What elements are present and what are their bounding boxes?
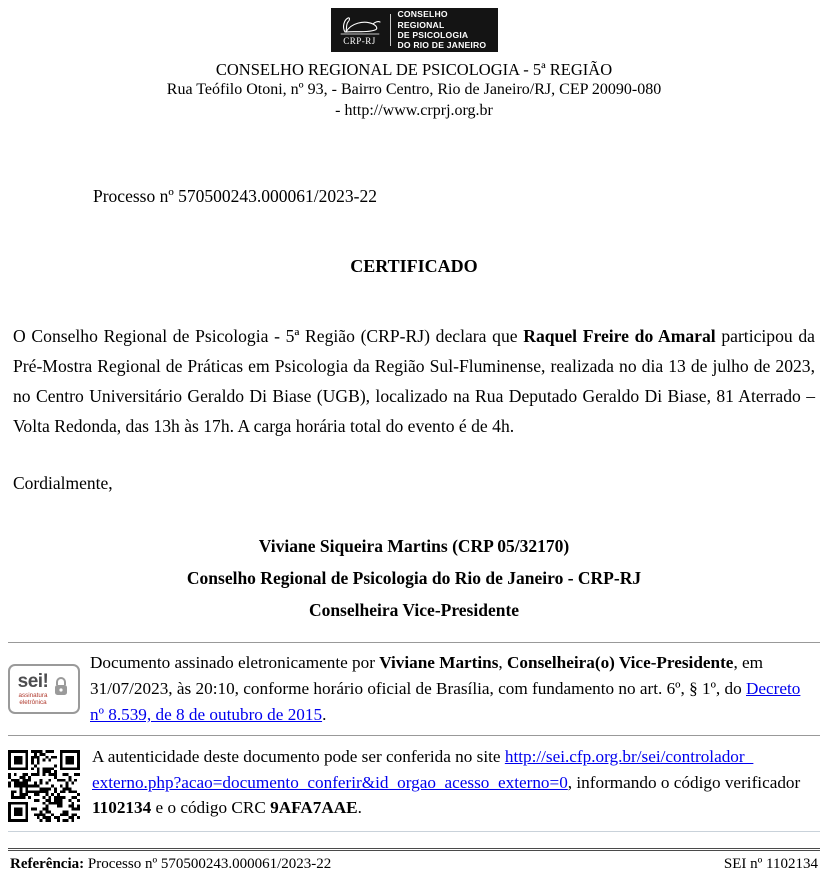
- signer-name: Viviane Siqueira Martins (CRP 05/32170): [258, 536, 570, 557]
- signer-organization: Conselho Regional de Psicologia do Rio de Janeiro - CRP-RJ: [186, 568, 642, 589]
- letterhead-address: Rua Teófilo Otoni, nº 93, - Bairro Centro, Rio de Janeiro/RJ, CEP 20090-080: [166, 81, 662, 99]
- psi-sketch-icon: [337, 15, 383, 39]
- sei-logo-subtitle: assinatura eletrônica: [18, 691, 48, 707]
- signer-role: Conselheira Vice-Presidente: [308, 600, 520, 621]
- padlock-icon: [52, 676, 70, 703]
- signature-block: [8, 530, 820, 626]
- letterhead: [8, 59, 820, 122]
- certificate-body-paragraph: O Conselho Regional de Psicologia - 5ª Região (CRP-RJ) declara que Raquel Freire do Amaral participou da Pré-Mostra Regional de Práticas em Psicologia da Região Sul-Fluminense, realizada no dia 13 de julho de 2023, no Centro Universitário Geraldo Di Biase (UGB), localizado na Rua Deputado Geraldo Di Biase, 81 Aterrado – Volta Redonda, das 13h às 17h. A carga horária total do evento é de 4h.: [13, 326, 815, 437]
- electronic-signature-section: [8, 642, 820, 736]
- authenticity-section: [8, 736, 820, 832]
- footer-reference: Referência: Processo nº 570500243.000061/2023-22: [10, 856, 332, 873]
- letterhead-website: - http://www.crprj.org.br: [335, 102, 493, 120]
- qr-code: [8, 750, 80, 822]
- sei-logo: sei!: [17, 670, 49, 692]
- logo-divider: [390, 14, 391, 46]
- crp-rj-logo: [331, 8, 498, 52]
- letterhead-org-name: CONSELHO REGIONAL DE PSICOLOGIA - 5ª REGIÃO: [215, 60, 613, 79]
- closing-salutation: Cordialmente,: [13, 473, 113, 494]
- logo-crp-label: CRP-RJ: [343, 35, 376, 46]
- footer: [8, 851, 820, 873]
- document-link[interactable]: http:/​/​sei.cfp.org.br/​sei/​controlador_​externo.php?​acao=​documento_​conferir&​id_​orgao_​acesso_​externo=​0: [92, 747, 754, 792]
- process-number: Processo nº 570500243.000061/2023-22: [93, 186, 377, 207]
- authenticity-statement: A autenticidade deste documento pode ser conferida no site http:/​/​sei.cfp.org.br/​sei/​controlador_​externo.php?​acao=​documento_​conferir&​id_​orgao_​acesso_​externo=​0, informando o código verificador 1102134 e o código CRC 9AFA7AAE.: [92, 747, 801, 818]
- sei-signature-badge: [8, 664, 80, 714]
- logo-org-name: CONSELHO REGIONAL DE PSICOLOGIA DO RIO DE JANEIRO: [397, 9, 487, 51]
- footer-sei-number: SEI nº 1102134: [723, 856, 818, 873]
- electronic-signature-statement: Documento assinado eletronicamente por Viviane Martins, Conselheira(o) Vice-Presidente, em 31/07/2023, às 20:10, conforme horário oficial de Brasília, com fundamento no art. 6º, § 1º, do Decreto nº 8.539, de 8 de outubro de 2015.: [90, 653, 801, 725]
- document-title: CERTIFICADO: [350, 256, 478, 277]
- document-link[interactable]: Decreto nº 8.539, de 8 de outubro de 2015: [90, 679, 801, 725]
